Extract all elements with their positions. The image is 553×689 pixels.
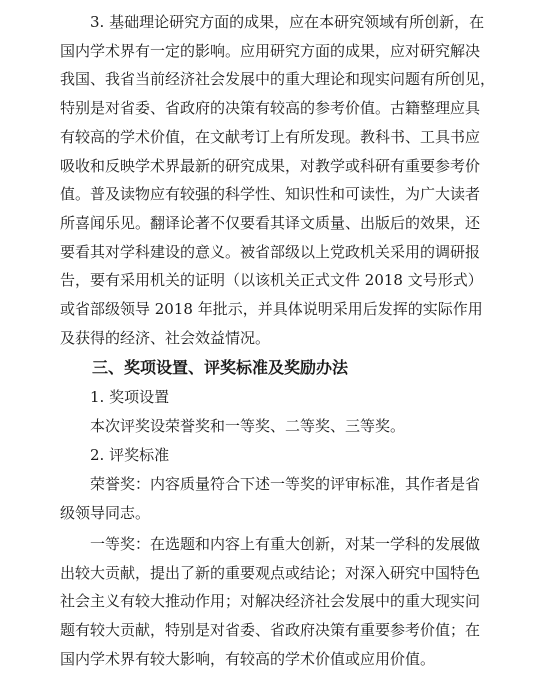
paragraph-line: 级领导同志。 bbox=[60, 503, 151, 522]
paragraph-line: 一等奖：在选题和内容上有重大创新，对某一学科的发展做 bbox=[60, 535, 481, 553]
paragraph-line: 出较大贡献，提出了新的重要观点或结论；对深入研究中国特色 bbox=[60, 563, 481, 582]
paragraph-line: 3. 基础理论研究方面的成果，应在本研究领域有所创新，在 bbox=[60, 13, 485, 31]
paragraph-line: 题有较大贡献，特别是对省委、省政府决策有重要参考价值；在 bbox=[60, 621, 481, 640]
paragraph-line: 要看其对学科建设的意义。被省部级以上党政机关采用的调研报 bbox=[60, 242, 481, 261]
paragraph-line: 我国、我省当前经济社会发展中的重大理论和现实问题有所创见， bbox=[60, 70, 496, 89]
first-prize-paragraph bbox=[60, 530, 513, 674]
paragraph-line: 国内学术界有一定的影响。应用研究方面的成果，应对研究解决 bbox=[60, 41, 481, 60]
paragraph-line: 及获得的经济、社会效益情况。 bbox=[60, 328, 271, 347]
section-heading: 三、奖项设置、评奖标准及奖励办法 bbox=[60, 358, 349, 377]
paragraph-line: 吸收和反映学术界最新的研究成果，对教学或科研有重要参考价 bbox=[60, 156, 481, 175]
paragraph-line: 特别是对省委、省政府的决策有较高的参考价值。古籍整理应具 bbox=[60, 99, 481, 118]
paragraph-line: 值。普及读物应有较强的科学性、知识性和可读性，为广大读者 bbox=[60, 185, 481, 204]
paragraph-line: 社会主义有较大推动作用；对解决经济社会发展中的重大现实问 bbox=[60, 592, 481, 611]
honor-award-paragraph bbox=[60, 470, 513, 527]
paragraph-line: 国内学术界有较大影响，有较高的学术价值或应用价值。 bbox=[60, 649, 436, 668]
paragraph-line: 或省部级领导 2018 年批示，并具体说明采用后发挥的实际作用 bbox=[60, 300, 483, 319]
paragraph-line: 有较高的学术价值，在文献考订上有所发现。教科书、工具书应 bbox=[60, 127, 481, 146]
paragraph-line: 告，要有采用机关的证明（以该机关正式文件 2018 文号形式） bbox=[60, 271, 483, 290]
item-1-title: 1. 奖项设置 bbox=[60, 388, 170, 406]
paragraph-line: 荣誉奖：内容质量符合下述一等奖的评审标准，其作者是省 bbox=[60, 475, 481, 493]
paragraph-line: 所喜闻乐见。翻译论著不仅要看其译文质量、出版后的效果，还 bbox=[60, 213, 481, 232]
item-2-title: 2. 评奖标准 bbox=[60, 446, 170, 464]
section3-paragraph bbox=[60, 8, 513, 352]
item-1-text: 本次评奖设荣誉奖和一等奖、二等奖、三等奖。 bbox=[60, 417, 406, 435]
